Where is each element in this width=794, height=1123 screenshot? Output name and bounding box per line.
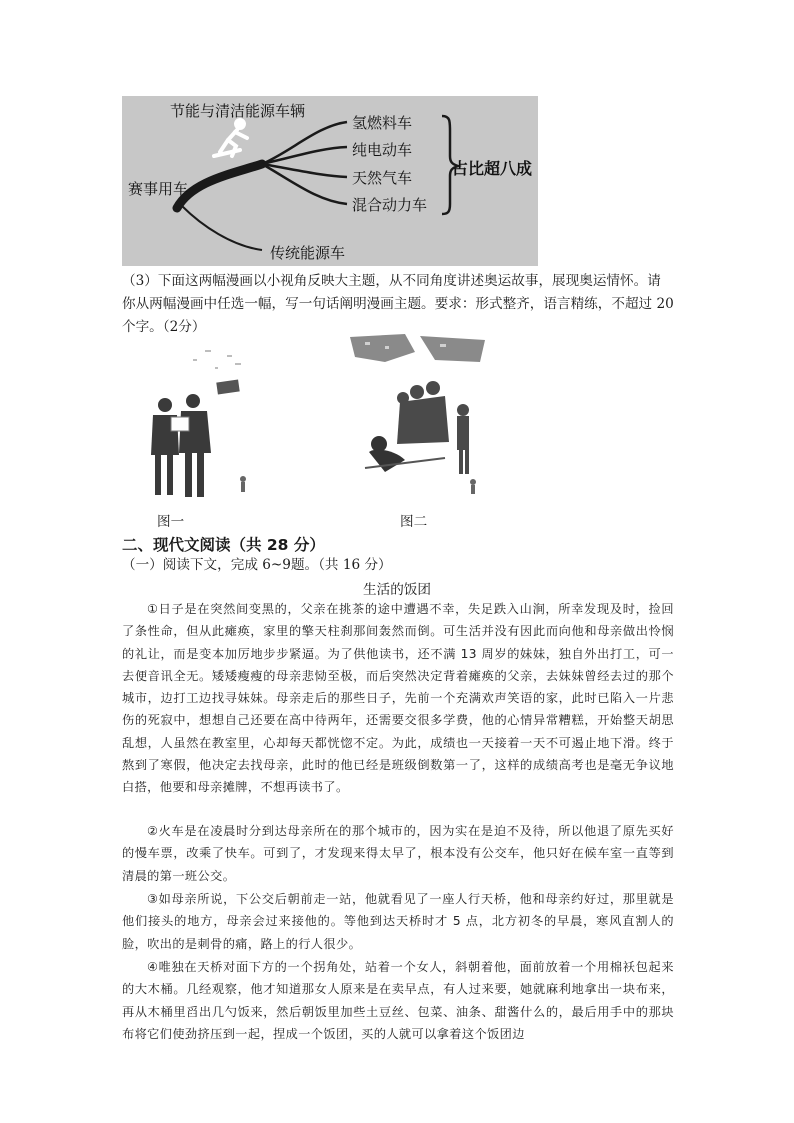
section-subtitle: （一）阅读下文，完成 6~9题。（共 16 分）: [122, 557, 392, 573]
comic-figure-2: [345, 332, 495, 502]
story-paragraph-2: ②火车是在凌晨时分到达母亲所在的那个城市的，因为实在是迫不及待，所以他退了原先买好的慢车票，改乘了快车。可到了，才发现来得太早了，根本没有公交车，他只好在候车室一直等到清晨的第一班公交。: [122, 824, 674, 883]
diagram-bottom-label: 传统能源车: [270, 244, 346, 262]
story-title: 生活的饭团: [363, 582, 431, 598]
diagram-summary: 占比超八成: [452, 159, 533, 178]
section-title: 二、现代文阅读（共 28 分）: [122, 536, 325, 554]
story-paragraph-4: ④唯独在天桥对面下方的一个拐角处，站着一个女人，斜朝着他，面前放着一个用棉袄包起来的大木桶。几经观察，他才知道那女人原来是在卖早点，有人过来要，她就麻利地拿出一块布来，再从木桶里舀出几勺饭来，然后朝饭里加些土豆丝、包菜、油条、甜酱什么的，最后用手中的那块布将它们使劲挤压到一起，捏成一个饭团，买的人就可以拿着这个饭团边: [122, 960, 674, 1041]
figure-2-caption: 图二: [400, 514, 428, 530]
diagram-left-label: 赛事用车: [128, 180, 189, 198]
diagram-branch-2: 纯电动车: [352, 141, 413, 159]
question-3-text: （3）下面这两幅漫画以小视角反映大主题，从不同角度讲述奥运故事，展现奥运情怀。请你从两幅漫画中任选一幅，写一句话阐明漫画主题。要求：形式整齐，语言精练，不超过 20 个字。（2分）: [122, 273, 674, 335]
diagram-branch-1: 氢燃料车: [352, 114, 413, 132]
diagram-branch-4: 混合动力车: [352, 196, 428, 214]
diagram-top-label: 节能与清洁能源车辆: [170, 102, 306, 120]
story-paragraph-1: ①日子是在突然间变黑的，父亲在挑茶的途中遭遇不幸，失足跌入山涧，所幸发现及时，捡回了条性命，但从此瘫痪，家里的擎天柱刹那间轰然而倒。可生活并没有因此而向他和母亲做出怜悯的礼让，而是变本加厉地步步紧逼。为了供他读书，还不满 13 周岁的妹妹，独自外出打工，可一去便音讯全无。矮矮瘦瘦的母亲悲恸至极，而后突然决定背着瘫痪的父亲，去妹妹曾经去过的那个城市，边打工边找寻妹妹。母亲走后的那些日子，先前一个充满欢声笑语的家，此时已陷入一片悲伤的死寂中，想想自己还要在高中待两年，还需要交很多学费，他的心情异常糟糕，开始整天胡思乱想，人虽然在教室里，心却每天都恍惚不定。为此，成绩也一天接着一天不可遏止地下滑。终于熬到了寒假，他决定去找母亲，此时的他已经是班级倒数第一了，这样的成绩高考也是毫无争议地白搭，他要和母亲摊牌，不想再读书了。: [122, 602, 674, 795]
figure-1-caption: 图一: [157, 514, 185, 530]
story-paragraph-3: ③如母亲所说，下公交后朝前走一站，他就看见了一座人行天桥，他和母亲约好过，那里就是他们接头的地方，母亲会过来接他的。等他到达天桥时才 5 点，北方初冬的早晨，寒风直割人的脸，吹出的是刺骨的痛，路上的行人很少。: [122, 892, 674, 951]
comic-figure-1: [135, 345, 265, 505]
energy-vehicle-diagram: [122, 96, 538, 266]
diagram-branch-3: 天然气车: [352, 169, 413, 187]
